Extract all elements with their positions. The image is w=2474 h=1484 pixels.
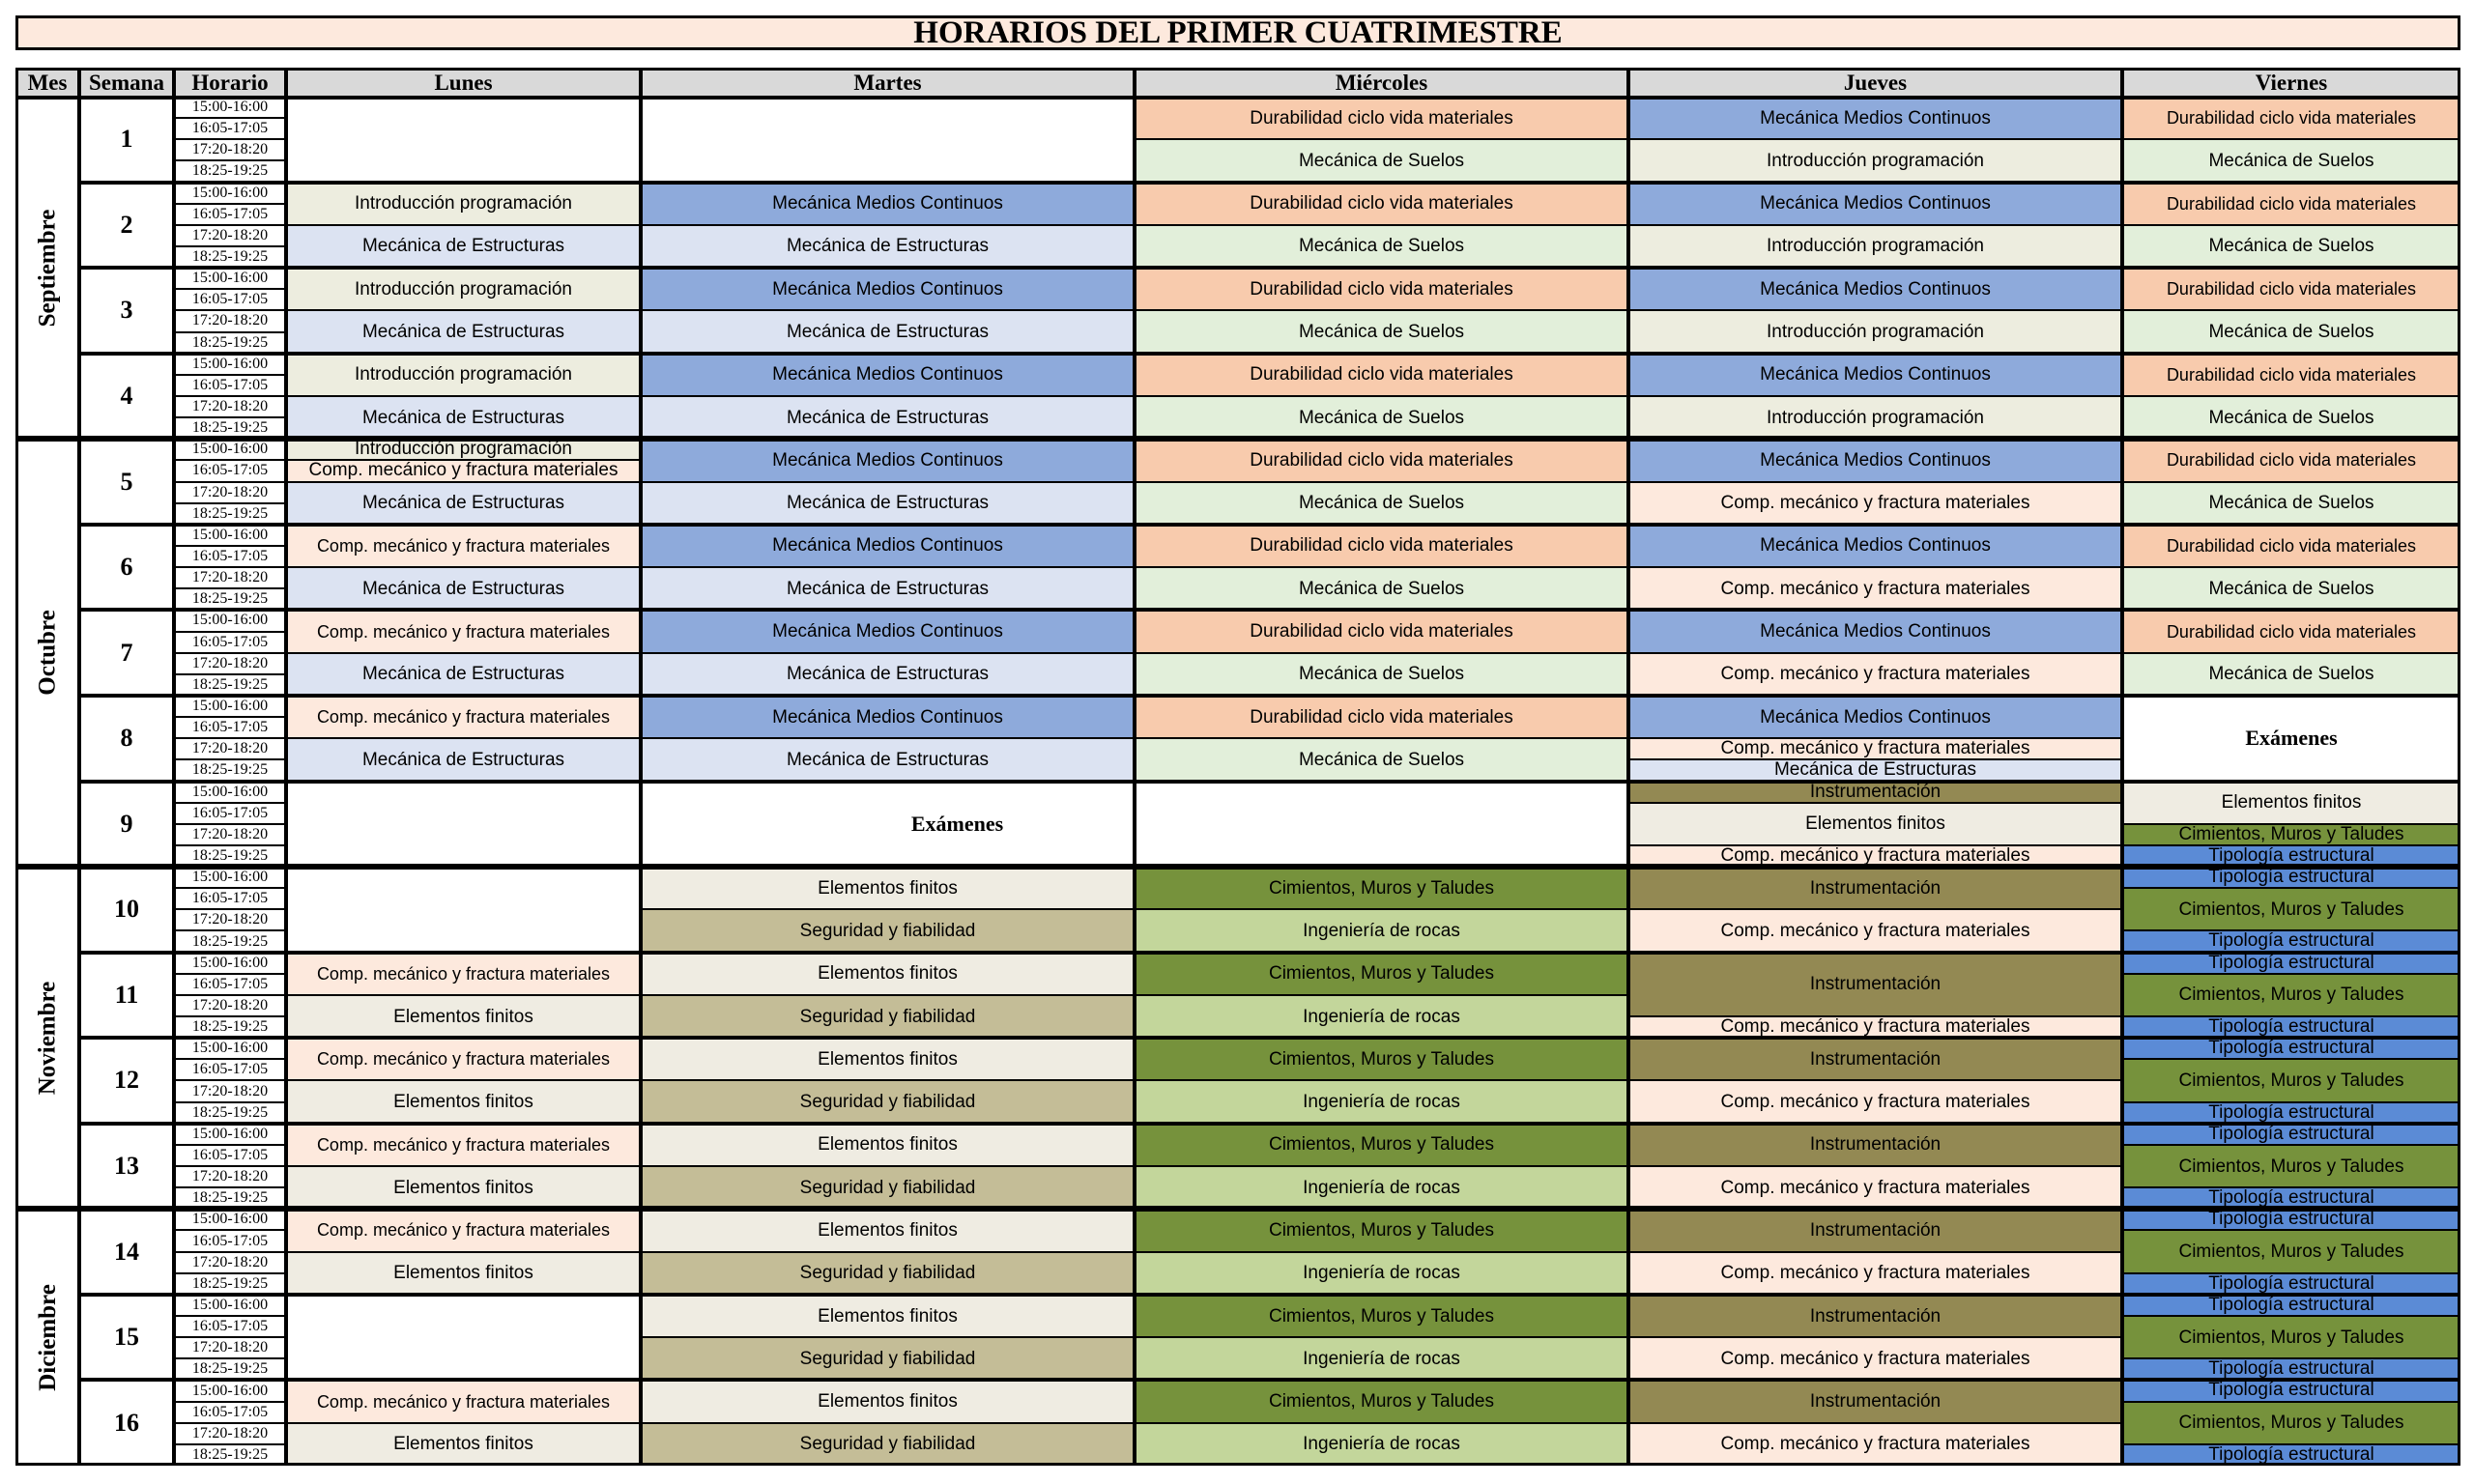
time-slot: 15:00-16:00 xyxy=(174,525,286,546)
class-block: Elementos finitos xyxy=(641,1038,1135,1080)
class-block: Comp. mecánico y fractura materiales xyxy=(1628,482,2122,525)
class-block: Elementos finitos xyxy=(641,1295,1135,1337)
time-slot: 16:05-17:05 xyxy=(174,118,286,139)
time-slot: 18:25-19:25 xyxy=(174,930,286,952)
class-block: Seguridad y fiabilidad xyxy=(641,995,1135,1038)
week-number: 2 xyxy=(79,183,174,269)
time-slot: 16:05-17:05 xyxy=(174,888,286,909)
class-block: Cimientos, Muros y Taludes xyxy=(1135,953,1628,995)
time-slot: 17:20-18:20 xyxy=(174,482,286,503)
time-slot: 16:05-17:05 xyxy=(174,460,286,481)
class-block: Ingeniería de rocas xyxy=(1135,1252,1628,1295)
class-block: Tipología estructural xyxy=(2122,1016,2460,1038)
class-block: Elementos finitos xyxy=(286,1080,641,1123)
time-slot: 16:05-17:05 xyxy=(174,1059,286,1080)
class-block: Comp. mecánico y fractura materiales xyxy=(1628,1423,2122,1466)
class-block: Cimientos, Muros y Taludes xyxy=(1135,1038,1628,1080)
class-block: Durabilidad ciclo vida materiales xyxy=(1135,183,1628,225)
class-block: Introducción programación xyxy=(1628,139,2122,182)
class-block: Instrumentación xyxy=(1628,782,2122,803)
class-block: Cimientos, Muros y Taludes xyxy=(1135,1209,1628,1251)
class-block: Elementos finitos xyxy=(286,1166,641,1209)
class-block: Durabilidad ciclo vida materiales xyxy=(2122,97,2460,139)
class-block: Durabilidad ciclo vida materiales xyxy=(2122,610,2460,652)
time-slot: 16:05-17:05 xyxy=(174,1230,286,1251)
class-block: Cimientos, Muros y Taludes xyxy=(2122,1145,2460,1187)
time-slot: 15:00-16:00 xyxy=(174,953,286,974)
header-martes: Martes xyxy=(641,68,1135,97)
class-block: Cimientos, Muros y Taludes xyxy=(2122,1316,2460,1358)
empty-slot xyxy=(286,97,641,183)
time-slot: 15:00-16:00 xyxy=(174,1124,286,1145)
time-slot: 17:20-18:20 xyxy=(174,567,286,588)
class-block: Comp. mecánico y fractura materiales xyxy=(1628,1337,2122,1380)
class-block: Mecánica de Estructuras xyxy=(286,482,641,525)
class-block: Elementos finitos xyxy=(641,1124,1135,1166)
month-name: Noviembre xyxy=(34,981,61,1095)
class-block: Mecánica de Estructuras xyxy=(1628,759,2122,781)
empty-slot xyxy=(286,1295,641,1381)
time-slot: 18:25-19:25 xyxy=(174,588,286,610)
class-block: Comp. mecánico y fractura materiales xyxy=(1628,1252,2122,1295)
month-label xyxy=(15,867,79,1209)
class-block: Mecánica de Suelos xyxy=(2122,482,2460,525)
week-number: 16 xyxy=(79,1380,174,1466)
exam-block: Exámenes xyxy=(286,782,1628,868)
week-number: 7 xyxy=(79,610,174,696)
class-block: Mecánica de Estructuras xyxy=(286,653,641,696)
time-slot: 18:25-19:25 xyxy=(174,759,286,781)
header-mes: Mes xyxy=(15,68,79,97)
class-block: Mecánica Medios Continuos xyxy=(1628,696,2122,738)
week-number: 10 xyxy=(79,867,174,953)
time-slot: 15:00-16:00 xyxy=(174,867,286,888)
time-slot: 18:25-19:25 xyxy=(174,845,286,867)
class-block: Mecánica de Estructuras xyxy=(286,396,641,439)
class-block: Tipología estructural xyxy=(2122,1380,2460,1401)
class-block: Mecánica de Suelos xyxy=(2122,139,2460,182)
time-slot: 18:25-19:25 xyxy=(174,160,286,182)
class-block: Comp. mecánico y fractura materiales xyxy=(1628,653,2122,696)
time-slot: 18:25-19:25 xyxy=(174,417,286,439)
class-block: Cimientos, Muros y Taludes xyxy=(2122,888,2460,930)
class-block: Seguridad y fiabilidad xyxy=(641,909,1135,952)
week-number: 13 xyxy=(79,1124,174,1210)
class-block: Comp. mecánico y fractura materiales xyxy=(1628,909,2122,952)
class-block: Tipología estructural xyxy=(2122,1273,2460,1295)
class-block: Mecánica Medios Continuos xyxy=(1628,268,2122,310)
class-block: Cimientos, Muros y Taludes xyxy=(2122,1059,2460,1101)
month-name: Septiembre xyxy=(34,209,61,327)
week-number: 11 xyxy=(79,953,174,1039)
class-block: Mecánica de Estructuras xyxy=(641,225,1135,268)
class-block: Tipología estructural xyxy=(2122,930,2460,952)
time-slot: 18:25-19:25 xyxy=(174,246,286,268)
week-number: 9 xyxy=(79,782,174,868)
class-block: Comp. mecánico y fractura materiales xyxy=(286,610,641,652)
week-number: 15 xyxy=(79,1295,174,1381)
class-block: Comp. mecánico y fractura materiales xyxy=(286,460,641,481)
time-slot: 15:00-16:00 xyxy=(174,183,286,204)
class-block: Mecánica de Suelos xyxy=(1135,738,1628,781)
class-block: Ingeniería de rocas xyxy=(1135,1166,1628,1209)
class-block: Mecánica de Suelos xyxy=(1135,396,1628,439)
class-block: Mecánica Medios Continuos xyxy=(1628,439,2122,481)
class-block: Elementos finitos xyxy=(641,1209,1135,1251)
class-block: Durabilidad ciclo vida materiales xyxy=(1135,439,1628,481)
class-block: Comp. mecánico y fractura materiales xyxy=(1628,738,2122,759)
class-block: Mecánica Medios Continuos xyxy=(1628,183,2122,225)
time-slot: 15:00-16:00 xyxy=(174,1380,286,1401)
class-block: Elementos finitos xyxy=(641,953,1135,995)
class-block: Instrumentación xyxy=(1628,953,2122,1016)
class-block: Mecánica Medios Continuos xyxy=(641,268,1135,310)
class-block: Mecánica de Suelos xyxy=(1135,567,1628,610)
class-block: Mecánica de Estructuras xyxy=(286,738,641,781)
class-block: Elementos finitos xyxy=(641,1380,1135,1422)
time-slot: 16:05-17:05 xyxy=(174,1145,286,1166)
class-block: Comp. mecánico y fractura materiales xyxy=(286,525,641,567)
class-block: Mecánica de Suelos xyxy=(2122,567,2460,610)
class-block: Instrumentación xyxy=(1628,1038,2122,1080)
class-block: Durabilidad ciclo vida materiales xyxy=(1135,268,1628,310)
class-block: Introducción programación xyxy=(1628,225,2122,268)
time-slot: 17:20-18:20 xyxy=(174,1252,286,1273)
time-slot: 16:05-17:05 xyxy=(174,546,286,567)
time-slot: 16:05-17:05 xyxy=(174,632,286,653)
time-slot: 16:05-17:05 xyxy=(174,717,286,738)
week-number: 6 xyxy=(79,525,174,611)
time-slot: 18:25-19:25 xyxy=(174,674,286,696)
time-slot: 15:00-16:00 xyxy=(174,97,286,118)
class-block: Ingeniería de rocas xyxy=(1135,1080,1628,1123)
time-slot: 18:25-19:25 xyxy=(174,1102,286,1124)
time-slot: 18:25-19:25 xyxy=(174,1016,286,1038)
time-slot: 15:00-16:00 xyxy=(174,268,286,289)
empty-slot xyxy=(641,97,1135,183)
class-block: Mecánica de Suelos xyxy=(2122,225,2460,268)
class-block: Mecánica Medios Continuos xyxy=(641,525,1135,567)
week-number: 4 xyxy=(79,354,174,440)
class-block: Tipología estructural xyxy=(2122,1038,2460,1059)
class-block: Tipología estructural xyxy=(2122,867,2460,888)
class-block: Elementos finitos xyxy=(286,1423,641,1466)
class-block: Durabilidad ciclo vida materiales xyxy=(1135,696,1628,738)
class-block: Tipología estructural xyxy=(2122,845,2460,867)
class-block: Mecánica de Suelos xyxy=(1135,482,1628,525)
class-block: Comp. mecánico y fractura materiales xyxy=(1628,1080,2122,1123)
class-block: Tipología estructural xyxy=(2122,1358,2460,1380)
month-label xyxy=(15,97,79,439)
class-block: Mecánica Medios Continuos xyxy=(641,439,1135,481)
time-slot: 16:05-17:05 xyxy=(174,1402,286,1423)
time-slot: 18:25-19:25 xyxy=(174,1187,286,1209)
time-slot: 15:00-16:00 xyxy=(174,1209,286,1230)
class-block: Comp. mecánico y fractura materiales xyxy=(286,1124,641,1166)
header-horario: Horario xyxy=(174,68,286,97)
time-slot: 15:00-16:00 xyxy=(174,610,286,631)
time-slot: 17:20-18:20 xyxy=(174,225,286,246)
class-block: Cimientos, Muros y Taludes xyxy=(1135,867,1628,909)
class-block: Introducción programación xyxy=(286,268,641,310)
time-slot: 18:25-19:25 xyxy=(174,503,286,525)
class-block: Cimientos, Muros y Taludes xyxy=(2122,974,2460,1016)
time-slot: 17:20-18:20 xyxy=(174,1166,286,1187)
class-block: Mecánica de Estructuras xyxy=(641,567,1135,610)
class-block: Instrumentación xyxy=(1628,1209,2122,1251)
class-block: Mecánica Medios Continuos xyxy=(1628,610,2122,652)
time-slot: 15:00-16:00 xyxy=(174,354,286,375)
class-block: Cimientos, Muros y Taludes xyxy=(2122,824,2460,845)
time-slot: 15:00-16:00 xyxy=(174,1295,286,1316)
class-block: Durabilidad ciclo vida materiales xyxy=(2122,354,2460,396)
class-block: Mecánica de Estructuras xyxy=(286,567,641,610)
class-block: Mecánica de Estructuras xyxy=(286,225,641,268)
class-block: Durabilidad ciclo vida materiales xyxy=(2122,439,2460,481)
class-block: Mecánica Medios Continuos xyxy=(1628,354,2122,396)
class-block: Comp. mecánico y fractura materiales xyxy=(286,1038,641,1080)
class-block: Mecánica de Estructuras xyxy=(641,653,1135,696)
month-name: Octubre xyxy=(34,610,61,696)
class-block: Comp. mecánico y fractura materiales xyxy=(286,696,641,738)
class-block: Mecánica Medios Continuos xyxy=(641,183,1135,225)
header-jueves: Jueves xyxy=(1628,68,2122,97)
time-slot: 18:25-19:25 xyxy=(174,1444,286,1466)
week-number: 3 xyxy=(79,268,174,354)
time-slot: 16:05-17:05 xyxy=(174,803,286,824)
class-block: Introducción programación xyxy=(286,354,641,396)
class-block: Comp. mecánico y fractura materiales xyxy=(286,1380,641,1422)
time-slot: 17:20-18:20 xyxy=(174,909,286,930)
class-block: Durabilidad ciclo vida materiales xyxy=(1135,610,1628,652)
class-block: Tipología estructural xyxy=(2122,1102,2460,1124)
class-block: Tipología estructural xyxy=(2122,1187,2460,1209)
class-block: Durabilidad ciclo vida materiales xyxy=(2122,525,2460,567)
class-block: Mecánica de Suelos xyxy=(2122,310,2460,353)
class-block: Tipología estructural xyxy=(2122,1295,2460,1316)
class-block: Seguridad y fiabilidad xyxy=(641,1423,1135,1466)
week-number: 8 xyxy=(79,696,174,782)
header-viernes: Viernes xyxy=(2122,68,2460,97)
time-slot: 17:20-18:20 xyxy=(174,1337,286,1358)
class-block: Mecánica de Estructuras xyxy=(641,396,1135,439)
class-block: Elementos finitos xyxy=(641,867,1135,909)
time-slot: 18:25-19:25 xyxy=(174,1273,286,1295)
week-number: 5 xyxy=(79,439,174,525)
class-block: Mecánica de Suelos xyxy=(2122,396,2460,439)
class-block: Seguridad y fiabilidad xyxy=(641,1337,1135,1380)
class-block: Mecánica Medios Continuos xyxy=(641,696,1135,738)
class-block: Comp. mecánico y fractura materiales xyxy=(1628,1016,2122,1038)
week-number: 1 xyxy=(79,97,174,183)
time-slot: 16:05-17:05 xyxy=(174,375,286,396)
header-semana: Semana xyxy=(79,68,174,97)
class-block: Mecánica de Suelos xyxy=(1135,653,1628,696)
header-miercoles: Miércoles xyxy=(1135,68,1628,97)
time-slot: 15:00-16:00 xyxy=(174,696,286,717)
class-block: Instrumentación xyxy=(1628,1295,2122,1337)
time-slot: 17:20-18:20 xyxy=(174,824,286,845)
class-block: Comp. mecánico y fractura materiales xyxy=(286,953,641,995)
class-block: Introducción programación xyxy=(286,439,641,460)
class-block: Introducción programación xyxy=(286,183,641,225)
class-block: Introducción programación xyxy=(1628,310,2122,353)
class-block: Ingeniería de rocas xyxy=(1135,1337,1628,1380)
class-block: Mecánica de Suelos xyxy=(1135,139,1628,182)
time-slot: 16:05-17:05 xyxy=(174,974,286,995)
time-slot: 17:20-18:20 xyxy=(174,995,286,1016)
class-block: Instrumentación xyxy=(1628,1124,2122,1166)
month-label xyxy=(15,439,79,867)
class-block: Cimientos, Muros y Taludes xyxy=(2122,1230,2460,1272)
time-slot: 17:20-18:20 xyxy=(174,653,286,674)
class-block: Tipología estructural xyxy=(2122,1209,2460,1230)
time-slot: 18:25-19:25 xyxy=(174,1358,286,1380)
month-label xyxy=(15,1209,79,1466)
class-block: Elementos finitos xyxy=(286,995,641,1038)
class-block: Mecánica de Suelos xyxy=(1135,310,1628,353)
class-block: Instrumentación xyxy=(1628,867,2122,909)
class-block: Durabilidad ciclo vida materiales xyxy=(2122,183,2460,225)
class-block: Instrumentación xyxy=(1628,1380,2122,1422)
class-block: Elementos finitos xyxy=(286,1252,641,1295)
class-block: Tipología estructural xyxy=(2122,953,2460,974)
class-block: Comp. mecánico y fractura materiales xyxy=(1628,845,2122,867)
header-lunes: Lunes xyxy=(286,68,641,97)
time-slot: 16:05-17:05 xyxy=(174,1316,286,1337)
class-block: Comp. mecánico y fractura materiales xyxy=(286,1209,641,1251)
time-slot: 15:00-16:00 xyxy=(174,439,286,460)
class-block: Mecánica de Estructuras xyxy=(641,738,1135,781)
class-block: Mecánica de Estructuras xyxy=(641,482,1135,525)
class-block: Comp. mecánico y fractura materiales xyxy=(1628,1166,2122,1209)
time-slot: 17:20-18:20 xyxy=(174,396,286,417)
class-block: Durabilidad ciclo vida materiales xyxy=(1135,354,1628,396)
class-block: Durabilidad ciclo vida materiales xyxy=(2122,268,2460,310)
time-slot: 17:20-18:20 xyxy=(174,1080,286,1101)
class-block: Mecánica de Suelos xyxy=(1135,225,1628,268)
time-slot: 16:05-17:05 xyxy=(174,289,286,310)
class-block: Durabilidad ciclo vida materiales xyxy=(1135,525,1628,567)
class-block: Mecánica de Estructuras xyxy=(641,310,1135,353)
month-name: Diciembre xyxy=(34,1283,61,1391)
class-block: Elementos finitos xyxy=(2122,782,2460,824)
class-block: Elementos finitos xyxy=(1628,803,2122,845)
time-slot: 18:25-19:25 xyxy=(174,332,286,354)
class-block: Mecánica Medios Continuos xyxy=(641,354,1135,396)
time-slot: 16:05-17:05 xyxy=(174,204,286,225)
class-block: Seguridad y fiabilidad xyxy=(641,1166,1135,1209)
class-block: Mecánica Medios Continuos xyxy=(1628,525,2122,567)
class-block: Mecánica de Suelos xyxy=(2122,653,2460,696)
time-slot: 17:20-18:20 xyxy=(174,310,286,331)
class-block: Tipología estructural xyxy=(2122,1124,2460,1145)
class-block: Cimientos, Muros y Taludes xyxy=(1135,1124,1628,1166)
class-block: Cimientos, Muros y Taludes xyxy=(1135,1380,1628,1422)
class-block: Mecánica de Estructuras xyxy=(286,310,641,353)
exam-block: Exámenes xyxy=(2122,696,2460,782)
class-block: Seguridad y fiabilidad xyxy=(641,1252,1135,1295)
time-slot: 17:20-18:20 xyxy=(174,738,286,759)
class-block: Cimientos, Muros y Taludes xyxy=(1135,1295,1628,1337)
class-block: Mecánica Medios Continuos xyxy=(641,610,1135,652)
empty-slot xyxy=(286,867,641,953)
class-block: Ingeniería de rocas xyxy=(1135,1423,1628,1466)
time-slot: 17:20-18:20 xyxy=(174,1423,286,1444)
time-slot: 17:20-18:20 xyxy=(174,139,286,160)
time-slot: 15:00-16:00 xyxy=(174,1038,286,1059)
week-number: 12 xyxy=(79,1038,174,1124)
time-slot: 15:00-16:00 xyxy=(174,782,286,803)
class-block: Cimientos, Muros y Taludes xyxy=(2122,1402,2460,1444)
class-block: Ingeniería de rocas xyxy=(1135,995,1628,1038)
class-block: Tipología estructural xyxy=(2122,1444,2460,1466)
class-block: Ingeniería de rocas xyxy=(1135,909,1628,952)
class-block: Introducción programación xyxy=(1628,396,2122,439)
class-block: Seguridad y fiabilidad xyxy=(641,1080,1135,1123)
class-block: Durabilidad ciclo vida materiales xyxy=(1135,97,1628,139)
class-block: Mecánica Medios Continuos xyxy=(1628,97,2122,139)
page-title: HORARIOS DEL PRIMER CUATRIMESTRE xyxy=(15,15,2460,50)
week-number: 14 xyxy=(79,1209,174,1295)
class-block: Comp. mecánico y fractura materiales xyxy=(1628,567,2122,610)
